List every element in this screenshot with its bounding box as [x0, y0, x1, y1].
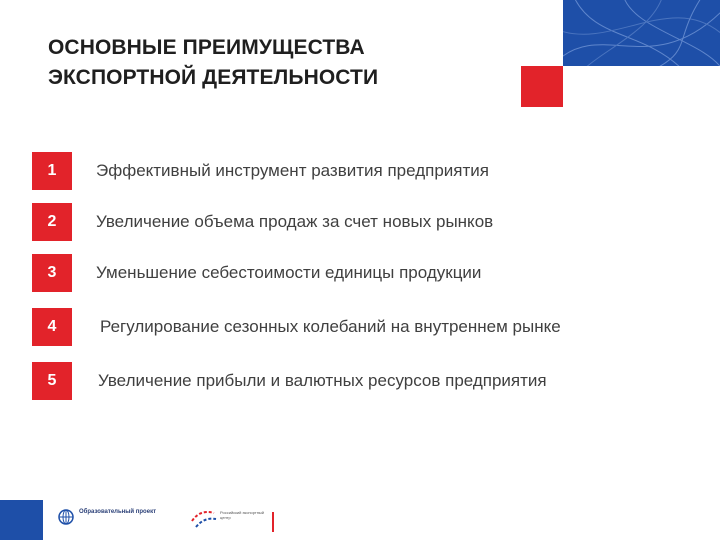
- wave-lines-icon: [563, 0, 720, 66]
- logo1-text: Образовательный проект: [79, 509, 157, 515]
- item-number-badge: 5: [32, 362, 72, 400]
- footer-logo-educational-project: [58, 507, 168, 533]
- item-number-badge: 1: [32, 152, 72, 190]
- item-number-badge: 3: [32, 254, 72, 292]
- item-text: Эффективный инструмент развития предприятия: [96, 161, 489, 180]
- list-item: [32, 254, 712, 292]
- globe-icon: [58, 509, 74, 525]
- rec-logo-icon: [190, 507, 218, 531]
- decorative-red-square: [521, 66, 563, 107]
- item-number-badge: 4: [32, 308, 72, 346]
- list-item: [32, 308, 712, 346]
- item-text: Увеличение объема продаж за счет новых рынков: [96, 212, 494, 231]
- list-item: [32, 203, 712, 241]
- footer-blue-block: [0, 500, 43, 540]
- slide-title-line1: ОСНОВНЫЕ ПРЕИМУЩЕСТВА: [48, 36, 365, 59]
- list-item: [32, 152, 712, 190]
- item-text: Увеличение прибыли и валютных ресурсов предприятия: [98, 371, 547, 390]
- slide-title: [48, 33, 468, 93]
- item-number-badge: 2: [32, 203, 72, 241]
- decorative-blue-pattern: [563, 0, 720, 66]
- footer-logo-rec: [190, 505, 280, 535]
- logo2-text: Российский экспортный центр: [220, 510, 265, 520]
- item-text: Регулирование сезонных колебаний на внутреннем рынке: [100, 317, 561, 336]
- item-text: Уменьшение себестоимости единицы продукции: [96, 263, 482, 282]
- logo2-divider: [272, 512, 274, 532]
- list-item: [32, 362, 712, 400]
- slide-title-line2: ЭКСПОРТНОЙ ДЕЯТЕЛЬНОСТИ: [48, 66, 379, 89]
